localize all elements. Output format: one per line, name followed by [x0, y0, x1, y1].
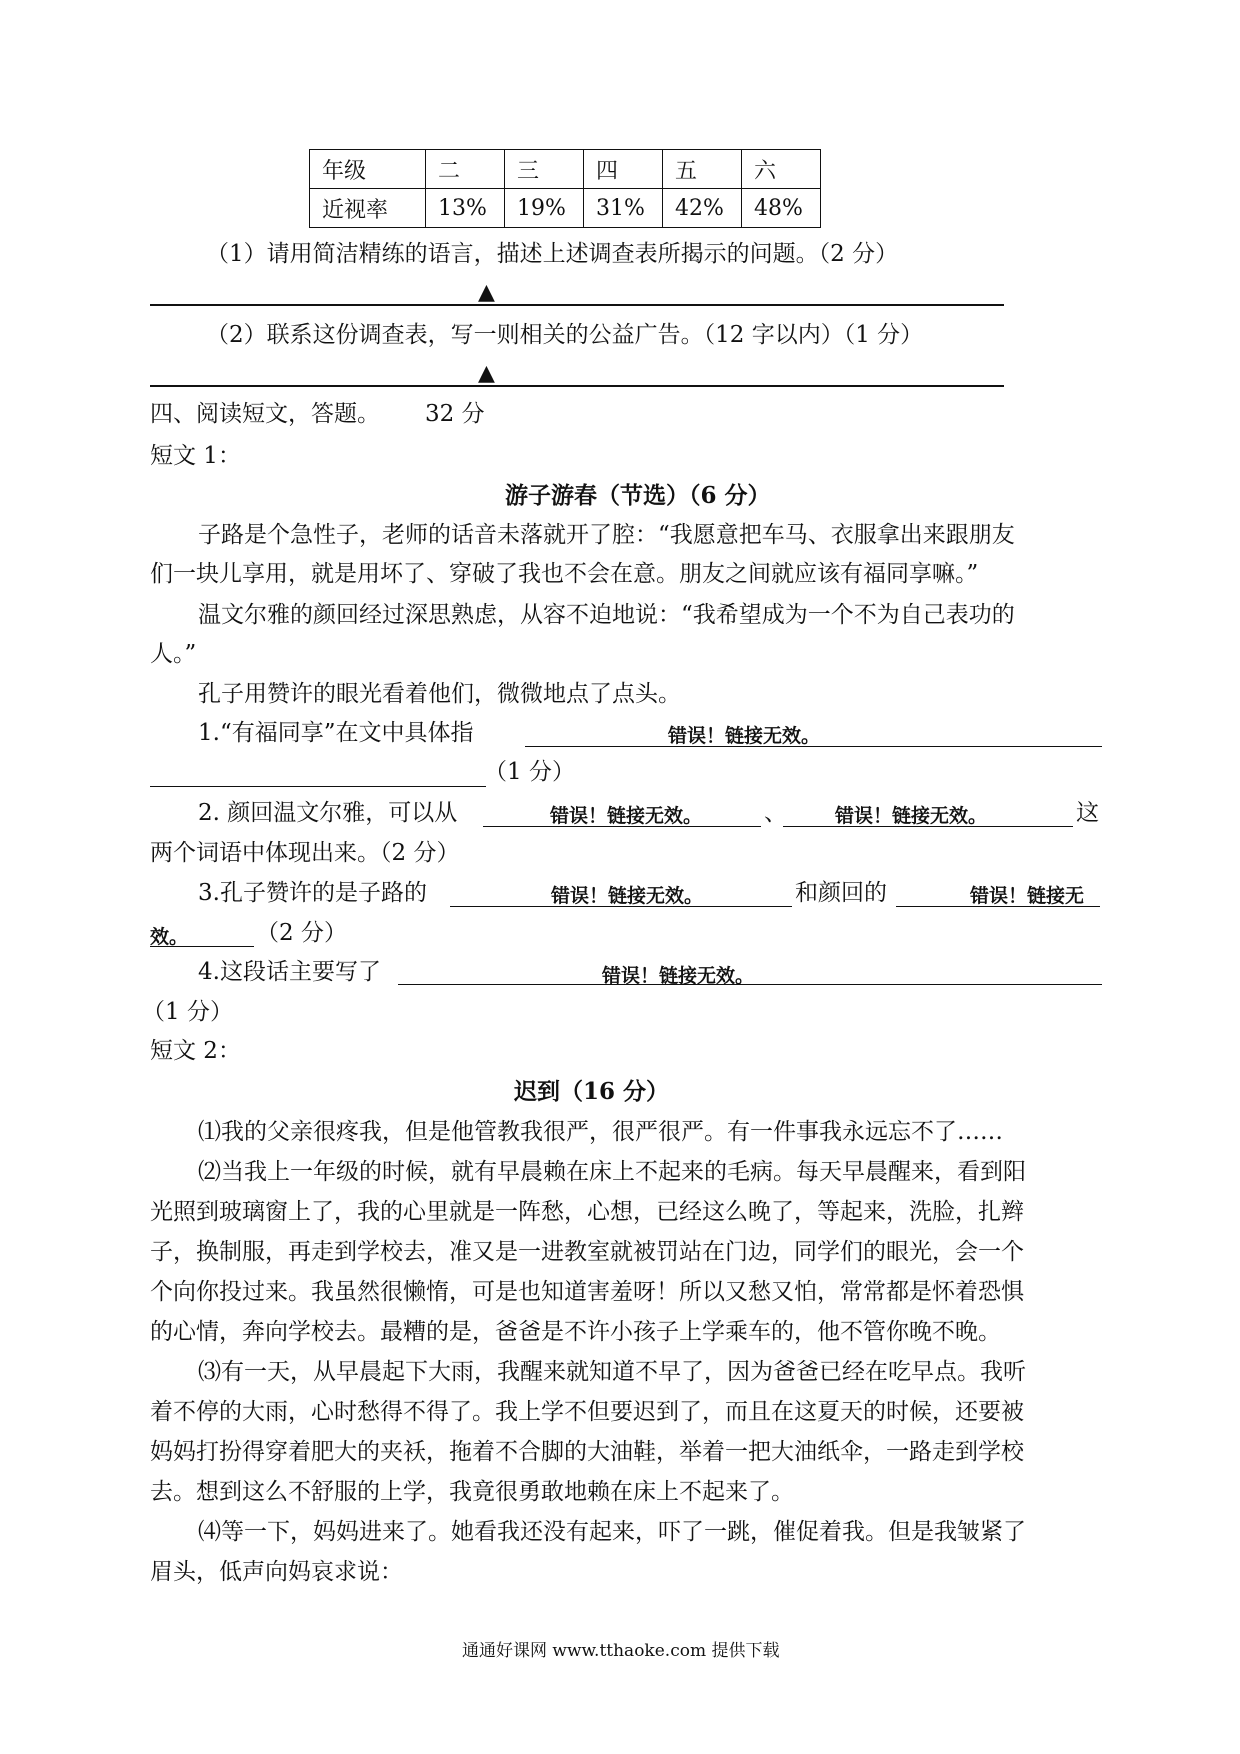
- error-link[interactable]: 错误！链接无效。: [550, 805, 703, 827]
- answer-line[interactable]: [150, 304, 1004, 306]
- error-link[interactable]: 效。: [150, 926, 189, 948]
- passage-line: 着不停的大雨，心时愁得不得了。我上学不但要迟到了，而且在这夏天的时候，还要被: [150, 1399, 1024, 1425]
- question-points: （1 分）: [142, 999, 233, 1025]
- passage-label: 短文 1：: [150, 443, 241, 469]
- answer-marker-icon: ▲: [478, 280, 495, 305]
- error-link[interactable]: 错误！链接无效。: [668, 725, 821, 747]
- passage-line: 们一块儿享用，就是用坏了、穿破了我也不会在意。朋友之间就应该有福同享嘛。”: [150, 561, 979, 587]
- passage-line: ⑴我的父亲很疼我，但是他管教我很严，很严很严。有一件事我永远忘不了……: [198, 1119, 1003, 1145]
- passage-line: ⑶有一天，从早晨起下大雨，我醒来就知道不早了，因为爸爸已经在吃早点。我听: [198, 1359, 1026, 1385]
- question-1: 1.“有福同享”在文中具体指: [198, 720, 474, 746]
- passage-line: 人。”: [150, 641, 197, 667]
- table-cell: 五: [663, 150, 742, 189]
- error-link[interactable]: 错误！链接无效。: [835, 805, 988, 827]
- passage-line: 孔子用赞许的眼光看着他们，微微地点了点头。: [198, 681, 681, 707]
- question-3: 3.孔子赞许的是子路的: [198, 880, 427, 906]
- passage-line: 的心情，奔向学校去。最糟的是，爸爸是不许小孩子上学乘车的，他不管你晚不晚。: [150, 1319, 1001, 1345]
- question-text: 和颜回的: [795, 880, 887, 906]
- question-text: 两个词语中体现出来。（2 分）: [150, 840, 460, 866]
- passage-line: 子路是个急性子，老师的话音未落就开了腔：“我愿意把车马、衣服拿出来跟朋友: [198, 522, 1015, 548]
- passage-line: ⑵当我上一年级的时候，就有早晨赖在床上不起来的毛病。每天早晨醒来，看到阳: [198, 1159, 1026, 1185]
- table-row: [310, 150, 821, 189]
- question-points: （2 分）: [256, 920, 347, 946]
- table-cell: 三: [505, 150, 584, 189]
- passage-line: 温文尔雅的颜回经过深思熟虑，从容不迫地说：“我希望成为一个不为自己表功的: [198, 602, 1015, 628]
- question-4: 4.这段话主要写了: [198, 959, 381, 985]
- survey-question-2: （2）联系这份调查表，写一则相关的公益广告。（12 字以内）（1 分）: [206, 322, 924, 348]
- table-cell: 31%: [584, 189, 663, 228]
- passage-title: 游子游春（节选）（6 分）: [505, 482, 771, 509]
- table-cell: 四: [584, 150, 663, 189]
- passage-line: ⑷等一下，妈妈进来了。她看我还没有起来，吓了一跳，催促着我。但是我皱紧了: [198, 1519, 1026, 1545]
- table-cell: 二: [426, 150, 505, 189]
- passage-line: 眉头，低声向妈哀求说：: [150, 1559, 403, 1585]
- survey-table: [309, 149, 821, 228]
- passage-line: 个向你投过来。我虽然很懒惰，可是也知道害羞呀！所以又愁又怕，常常都是怀着恐惧: [150, 1279, 1024, 1305]
- question-points: （1 分）: [484, 759, 575, 785]
- passage-label: 短文 2：: [150, 1038, 241, 1064]
- section-title: 四、阅读短文，答题。: [150, 401, 380, 427]
- table-cell: 42%: [663, 189, 742, 228]
- table-cell: 年级: [310, 150, 426, 189]
- passage-title: 迟到（16 分）: [514, 1078, 670, 1105]
- answer-line[interactable]: [150, 385, 1004, 387]
- section-points: 32 分: [425, 401, 485, 427]
- passage-line: 光照到玻璃窗上了，我的心里就是一阵愁，心想，已经这么晚了，等起来，洗脸，扎辫: [150, 1199, 1024, 1225]
- table-cell: 近视率: [310, 189, 426, 228]
- table-cell: 13%: [426, 189, 505, 228]
- question-2: 2. 颜回温文尔雅，可以从: [198, 800, 458, 826]
- passage-line: 子，换制服，再走到学校去，准又是一进教室就被罚站在门边，同学们的眼光，会一个: [150, 1239, 1024, 1265]
- error-link[interactable]: 错误！链接无: [970, 885, 1085, 907]
- table-row: [310, 189, 821, 228]
- table-cell: 48%: [742, 189, 821, 228]
- question-separator: 、: [764, 800, 787, 826]
- table-cell: 19%: [505, 189, 584, 228]
- answer-blank[interactable]: [150, 946, 254, 947]
- error-link[interactable]: 错误！链接无效。: [551, 885, 704, 907]
- error-link[interactable]: 错误！链接无效。: [602, 965, 755, 987]
- passage-line: 妈妈打扮得穿着肥大的夹袄，拖着不合脚的大油鞋，举着一把大油纸伞，一路走到学校: [150, 1439, 1024, 1465]
- survey-question-1: （1）请用简洁精练的语言，描述上述调查表所揭示的问题。（2 分）: [206, 241, 899, 267]
- passage-line: 去。想到这么不舒服的上学，我竟很勇敢地赖在床上不起来了。: [150, 1479, 794, 1505]
- question-text: 这: [1076, 800, 1099, 826]
- table-cell: 六: [742, 150, 821, 189]
- answer-blank[interactable]: [150, 786, 486, 787]
- page-footer: 通通好课网 www.tthaoke.com 提供下载: [462, 1641, 780, 1661]
- answer-marker-icon: ▲: [478, 361, 495, 386]
